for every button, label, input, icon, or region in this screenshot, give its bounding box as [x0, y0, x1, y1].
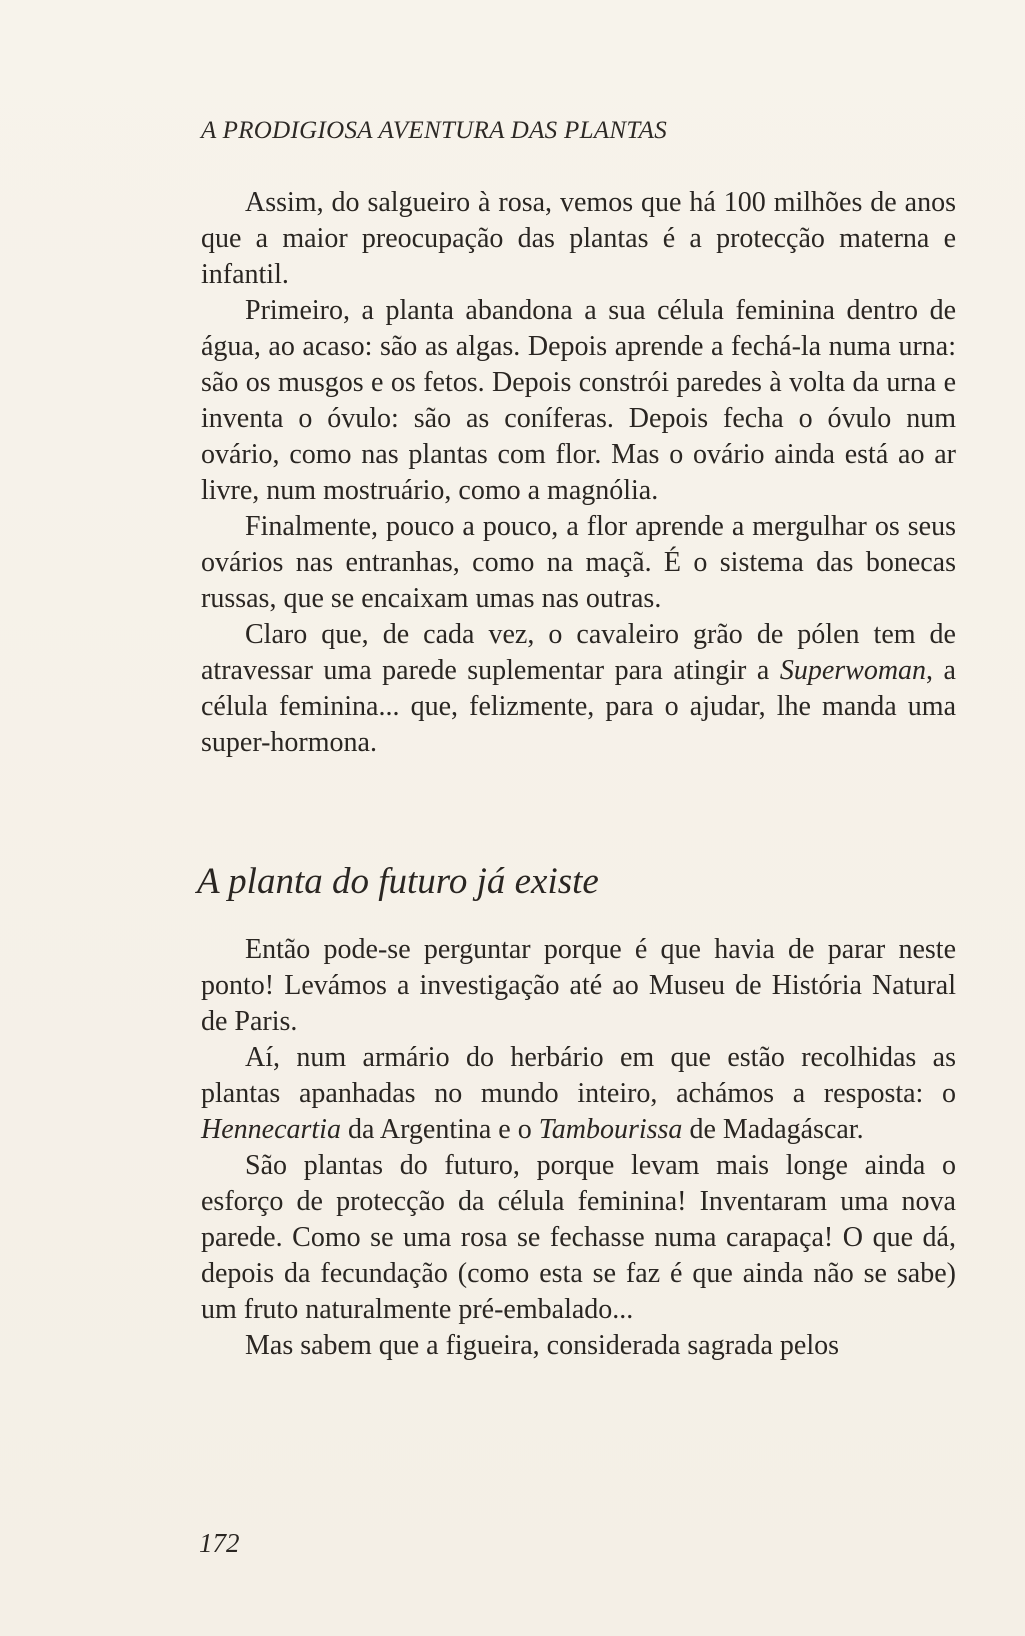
paragraph: Assim, do salgueiro à rosa, vemos que há 100 milhões de anos que a maior preocupação das plantas é a protecção materna e infantil.: [201, 187, 956, 290]
text-run: da Argentina e o: [340, 1114, 539, 1145]
paragraph: [201, 617, 956, 761]
section-title: A planta do futuro já existe: [197, 861, 599, 902]
paragraph: Finalmente, pouco a pouco, a flor aprende a mergulhar os seus ovários nas entranhas, como na maçã. É o sistema das bonecas russas, que se encaixam umas nas outras.: [201, 511, 956, 614]
section-1-body: [201, 185, 956, 761]
italic-term: Hennecartia: [201, 1114, 341, 1145]
text-run: de Madagáscar.: [682, 1114, 864, 1145]
text-run: Claro que, de cada vez, o cavaleiro grão de pólen tem de atravessar uma parede suplementar para atingir a: [201, 619, 956, 686]
text-run: Aí, num armário do herbário em que estão recolhidas as plantas apanhadas no mundo inteiro, achámos a resposta: o: [201, 1042, 956, 1109]
paragraph: [201, 1040, 956, 1148]
paragraph: Primeiro, a planta abandona a sua célula feminina dentro de água, ao acaso: são as algas. Depois aprende a fechá-la numa urna: são os musgos e os fetos. Depois constrói paredes à volta da urna e inventa o óvulo: são as coníferas. Depois fecha o óvulo num ovário, como nas plantas com flor. Mas o ovário ainda está ao ar livre, num mostruário, como a magnólia.: [201, 295, 956, 506]
paragraph: Então pode-se perguntar porque é que havia de parar neste ponto! Levámos a investigação até ao Museu de História Natural de Paris.: [201, 934, 956, 1037]
italic-term: Superwoman: [779, 655, 927, 686]
section-2-body: [201, 932, 956, 1364]
page-number: 172: [199, 1528, 240, 1558]
paragraph: Mas sabem que a figueira, considerada sagrada pelos: [245, 1330, 839, 1361]
italic-term: Tambourissa: [538, 1114, 683, 1145]
paragraph: São plantas do futuro, porque levam mais longe ainda o esforço de protecção da célula feminina! Inventaram uma nova parede. Como se uma rosa se fechasse numa carapaça! O que dá, depois da fecundação (como esta se faz é que ainda não se sabe) um fruto naturalmente pré-embalado...: [201, 1150, 956, 1325]
text-run: , a célula feminina... que, felizmente, para o ajudar, lhe manda uma super-hormona.: [201, 655, 956, 758]
running-head: A PRODIGIOSA AVENTURA DAS PLANTAS: [201, 117, 668, 144]
